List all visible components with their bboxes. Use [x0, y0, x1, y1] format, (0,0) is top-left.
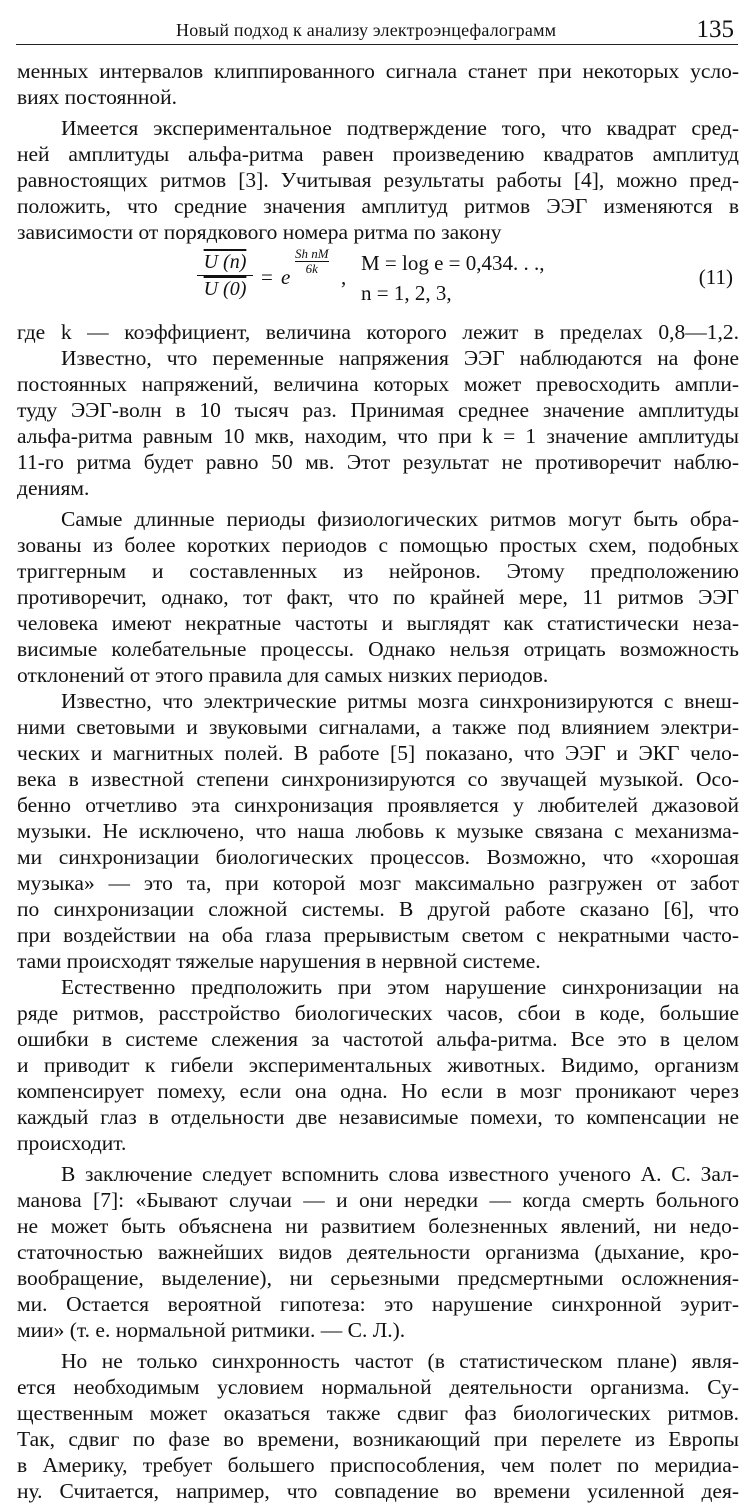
- text-line: ней амплитуды альфа-ритма равен произведению квадратов амплитуд: [17, 142, 739, 166]
- text-line: триггерным и составленных из нейронов. Этому предположению: [17, 559, 739, 583]
- text-line: равностоящих ритмов [3]. Учитывая результаты работы [4], можно пред-: [17, 168, 739, 192]
- text-line: манова [7]: «Бывают случаи — и они нередки — когда смерть больного: [17, 1188, 739, 1212]
- text-line: ну. Считается, например, что совпадение во времени усиленной дея-: [17, 1479, 739, 1503]
- text-line: Известно, что электрические ритмы мозга синхронизируются с внеш-: [61, 689, 739, 713]
- text-line: вообращение, выделение), ни серьезными предсмертными осложнения-: [17, 1266, 739, 1290]
- text-line: при воздействии на оба глаза прерывистым светом с некратными часто-: [17, 923, 739, 947]
- text-line: Но не только синхронность частот (в статистическом плане) явля-: [61, 1349, 739, 1373]
- text-line: ческих и магнитных полей. В работе [5] показано, что ЭЭГ и ЭКГ чело-: [17, 741, 739, 765]
- text-line: Самые длинные периоды физиологических ритмов могут быть обра-: [61, 507, 739, 531]
- text-line: Естественно предположить при этом нарушение синхронизации на: [61, 975, 739, 999]
- text-line: дениям.: [17, 476, 90, 500]
- text-line: каждый глаз в отдельности две независимые помехи, то компенсации не: [17, 1105, 739, 1129]
- text-line: компенсирует помеху, если она одна. Но если в мозг проникают через: [17, 1079, 739, 1103]
- formula-n-definition: n = 1, 2, 3,: [361, 281, 452, 305]
- text-line: ми. Остается вероятной гипотеза: это нарушение синхронной эурит-: [17, 1292, 739, 1316]
- formula-exponent: [295, 247, 329, 276]
- formula-comma: ,: [341, 265, 347, 289]
- text-line: по синхронизации сложной системы. В другой работе сказано [6], что: [17, 897, 739, 921]
- text-line: тами происходят тяжелые нарушения в нервной системе.: [17, 949, 541, 973]
- text-line: ется необходимым условием нормальной деятельности организма. Су-: [17, 1375, 739, 1399]
- text-line: зависимости от порядкового номера ритма по закону: [17, 220, 502, 244]
- body-text: [17, 58, 739, 1504]
- exponent-numerator: Sh nM: [295, 246, 329, 261]
- text-line: отклонений от этого правила для самых низких периодов.: [17, 663, 549, 687]
- text-line: висимые колебательные процессы. Однако нельзя отрицать возможность: [17, 637, 739, 661]
- text-line: музыки. Не исключено, что наша любовь к музыке связана с механизма-: [17, 819, 739, 843]
- formula-denominator: U (0): [203, 278, 247, 300]
- text-line: Имеется экспериментальное подтверждение того, что квадрат сред-: [61, 116, 739, 140]
- formula-equals: =: [261, 265, 273, 289]
- formula-base: e: [281, 265, 291, 289]
- formula-numerator: U (n): [197, 249, 253, 276]
- text-line: где k — коэффициент, величина которого лежит в пределах 0,8—1,2.: [17, 320, 739, 344]
- text-line: статочностью важнейших видов деятельности организма (дыхание, кро-: [17, 1240, 739, 1264]
- text-line: человека имеют некратные частоты и выглядят как статистически неза-: [17, 611, 739, 635]
- text-line: щественным может оказаться также сдвиг фаз биологических ритмов.: [17, 1401, 739, 1425]
- formula-fraction: [197, 249, 253, 302]
- text-line: менных интервалов клиппированного сигнала станет при некоторых усло-: [17, 59, 739, 83]
- text-line: бенно отчетливо эта синхронизация проявляется у любителей джазовой: [17, 793, 739, 817]
- text-line: музыка» — это та, при которой мозг максимально разгружен от забот: [17, 871, 739, 895]
- text-line: и приводит к гибели экспериментальных животных. Видимо, организм: [17, 1053, 739, 1077]
- text-line: происходит.: [17, 1131, 127, 1155]
- running-head: [16, 8, 738, 45]
- text-line: зованы из более коротких периодов с помощью простых схем, подобных: [17, 533, 739, 557]
- formula-11: [17, 247, 739, 317]
- text-line: альфа-ритма равным 10 мкв, находим, что при k = 1 значение амплитуды: [17, 424, 739, 448]
- equation-number: (11): [698, 265, 733, 289]
- text-line: в Америку, требует большего приспособления, чем полет по меридиа-: [17, 1453, 739, 1477]
- text-line: 11-го ритма будет равно 50 мв. Этот результат не противоречит наблю-: [17, 450, 739, 474]
- exponent-denominator: 6k: [305, 261, 318, 276]
- text-line: ряде ритмов, расстройство биологических часов, сбои в коде, большие: [17, 1001, 739, 1025]
- text-line: постоянных напряжений, величина которых может превосходить ампли-: [17, 372, 739, 396]
- text-line: В заключение следует вспомнить слова известного ученого А. С. Зал-: [61, 1162, 739, 1186]
- text-line: противоречит, однако, тот факт, что по крайней мере, 11 ритмов ЭЭГ: [17, 585, 739, 609]
- text-line: мии» (т. е. нормальной ритмики. — С. Л.).: [17, 1318, 406, 1342]
- text-line: ми синхронизации биологических процессов. Возможно, что «хорошая: [17, 845, 739, 869]
- running-title: Новый подход к анализу электроэнцефалограмм: [176, 20, 557, 40]
- text-line: туду ЭЭГ-волн в 10 тысяч раз. Принимая среднее значение амплитуды: [17, 398, 739, 422]
- text-line: виях постоянной.: [17, 85, 177, 109]
- text-line: Известно, что переменные напряжения ЭЭГ наблюдаются на фоне: [61, 346, 739, 370]
- text-line: века в известной степени синхронизируются со звучащей музыкой. Осо-: [17, 767, 739, 791]
- text-line: ними световыми и звуковыми сигналами, а также под влиянием электри-: [17, 715, 739, 739]
- formula-m-definition: M = log e = 0,434. . .,: [361, 251, 545, 275]
- text-line: ошибки в системе слежения за частотой альфа-ритма. Все это в целом: [17, 1027, 739, 1051]
- page-number: 135: [696, 16, 734, 43]
- text-line: положить, что средние значения амплитуд ритмов ЭЭГ изменяются в: [17, 194, 739, 218]
- text-line: Так, сдвиг по фазе во времени, возникающий при перелете из Европы: [17, 1427, 739, 1451]
- text-line: не может быть объяснена ни развитием болезненных явлений, ни недо-: [17, 1214, 739, 1238]
